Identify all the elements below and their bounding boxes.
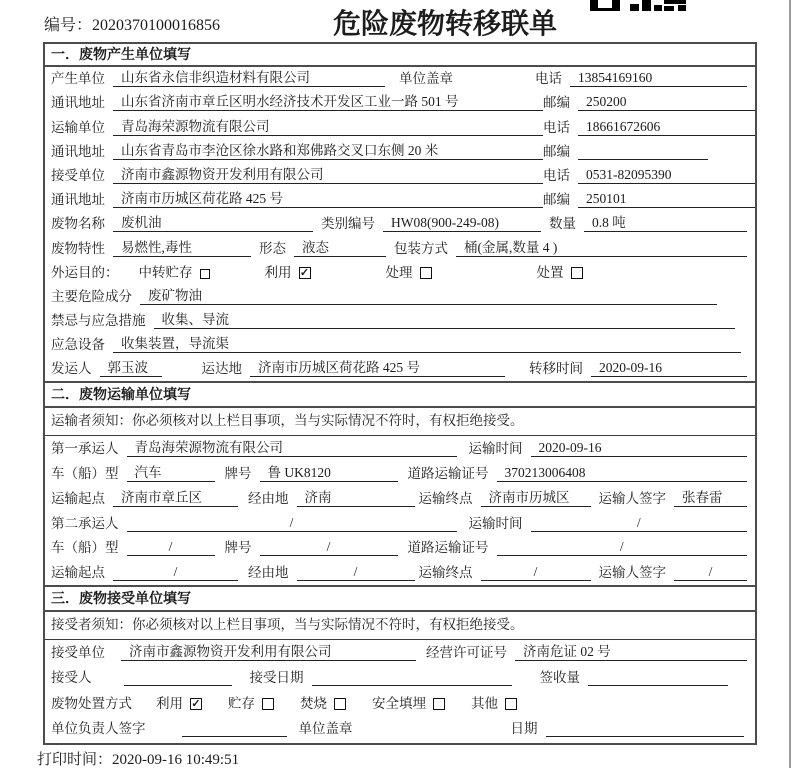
print-time-value: 2020-09-16 10:49:51 xyxy=(112,752,240,768)
unit-seal-label: 单位盖章 xyxy=(298,720,353,736)
option-label: 处置 xyxy=(536,264,564,280)
purpose-option-dispose xyxy=(537,261,583,281)
row-transporter-address xyxy=(45,140,755,164)
field-label: 运输起点 xyxy=(51,490,105,506)
carrier1-time-field: 2020-09-16 xyxy=(531,439,748,457)
vehicle1-plate-field: 鲁 UK8120 xyxy=(260,464,398,482)
checkbox-unchecked-icon xyxy=(571,267,583,279)
field-label: 主要危险成分 xyxy=(51,288,132,304)
date-label: 日期 xyxy=(510,720,538,736)
option-label: 处理 xyxy=(385,264,413,280)
vehicle1-cert-field: 370213006408 xyxy=(497,464,748,482)
carrier-sign-label: 运输人签字 xyxy=(598,490,666,506)
accept-unit-field: 济南市鑫源物资开发利用有限公司 xyxy=(121,643,416,661)
route2-via-field: / xyxy=(297,563,415,581)
field-label: 接受单位 xyxy=(51,167,105,183)
field-label: 产生单位 xyxy=(51,71,105,87)
row-waste-name xyxy=(45,212,755,236)
manifest-table xyxy=(43,42,757,745)
checkbox-checked-icon xyxy=(190,698,202,710)
plate-label: 牌号 xyxy=(224,540,252,556)
field-label: 接受单位 xyxy=(51,645,105,661)
row-vehicle2 xyxy=(45,536,755,561)
zip-label: 邮编 xyxy=(543,143,570,159)
section3-header: 三．废物接受单位填写 xyxy=(45,585,755,612)
responsible-signature-field xyxy=(182,719,287,737)
disposal-option-utilize xyxy=(156,692,202,712)
route2-start-field: / xyxy=(113,563,238,581)
checkbox-unchecked-icon xyxy=(200,269,210,279)
route1-sign-field: 张春雷 xyxy=(674,489,747,507)
transporter-zip-field xyxy=(578,142,708,160)
destination-field: 济南市历城区荷花路 425 号 xyxy=(250,359,505,377)
checkbox-unchecked-icon xyxy=(262,698,274,710)
field-label: 废物特性 xyxy=(51,240,105,256)
option-label: 利用 xyxy=(156,695,183,711)
transfer-time-field: 2020-09-16 xyxy=(591,359,747,377)
license-field: 济南危证 02 号 xyxy=(515,643,747,661)
carrier1-name-field: 青岛海荣源物流有限公司 xyxy=(127,439,457,457)
checkbox-unchecked-icon xyxy=(505,698,517,710)
field-label: 第二承运人 xyxy=(51,515,119,531)
signed-qty-field xyxy=(588,668,728,686)
producer-zip-field: 250200 xyxy=(578,93,755,111)
row-hazard-component xyxy=(45,285,755,309)
hazard-component-field: 废矿物油 xyxy=(140,287,717,305)
accept-date-field xyxy=(312,668,512,686)
packing-field: 桶(金属,数量 4 ) xyxy=(456,239,747,257)
disposal-option-incinerate xyxy=(300,692,346,712)
row-transfer-purpose xyxy=(45,261,755,285)
route2-sign-field: / xyxy=(674,563,747,581)
receiver-zip-field: 250101 xyxy=(578,190,755,208)
form-label: 形态 xyxy=(259,240,286,256)
producer-name-field: 山东省永信非织造材料有限公司 xyxy=(113,69,385,87)
option-label: 安全填埋 xyxy=(372,695,426,711)
option-label: 贮存 xyxy=(228,695,255,711)
emergency-equipment-field: 收集装置，导流渠 xyxy=(113,335,741,353)
row-route2 xyxy=(45,560,755,585)
route1-via-field: 济南 xyxy=(297,489,415,507)
row-vehicle1 xyxy=(45,461,755,486)
row-acceptor xyxy=(45,665,755,690)
carrier-sign-label: 运输人签字 xyxy=(598,565,666,581)
checkbox-unchecked-icon xyxy=(334,698,346,710)
quantity-field: 0.8 吨 xyxy=(584,214,747,232)
row-receiver-address xyxy=(45,188,755,212)
field-label: 应急设备 xyxy=(51,337,105,353)
row-route1 xyxy=(45,486,755,511)
via-label: 经由地 xyxy=(248,490,289,506)
via-label: 经由地 xyxy=(248,565,289,581)
category-code-label: 类别编号 xyxy=(321,216,375,232)
accept-date-label: 接受日期 xyxy=(249,670,304,686)
zip-label: 邮编 xyxy=(543,192,570,208)
end-label: 运输终点 xyxy=(418,490,473,506)
transport-time-label: 运输时间 xyxy=(468,515,523,531)
row-transporter xyxy=(45,115,755,139)
form-field: 液态 xyxy=(294,239,386,257)
waste-name-field: 废机油 xyxy=(113,214,313,232)
license-label: 经营许可证号 xyxy=(426,645,507,661)
disposal-option-landfill xyxy=(372,692,445,712)
row-carrier2 xyxy=(45,511,755,536)
checkbox-checked-icon xyxy=(299,267,311,279)
packing-label: 包装方式 xyxy=(394,240,448,256)
transfer-time-label: 转移时间 xyxy=(529,361,583,377)
option-label: 利用 xyxy=(264,264,292,280)
section2-notice: 运输者须知：你必须核对以上栏目事项，当与实际情况不符时，有权拒绝接受。 xyxy=(45,408,755,436)
end-label: 运输终点 xyxy=(418,565,473,581)
category-code-field: HW08(900-249-08) xyxy=(383,214,541,232)
road-cert-label: 道路运输证号 xyxy=(407,466,489,482)
vehicle2-cert-field: / xyxy=(497,538,748,556)
field-label: 通讯地址 xyxy=(51,95,105,111)
section2-header: 二．废物运输单位填写 xyxy=(45,381,755,408)
acceptor-field xyxy=(124,668,232,686)
checkbox-unchecked-icon xyxy=(433,698,445,710)
serial-label: 编号： xyxy=(44,17,93,34)
row-responsible-signature xyxy=(45,716,755,741)
page-edge-divider xyxy=(789,0,791,768)
transporter-phone-field: 18661672606 xyxy=(578,118,755,136)
carrier2-time-field: / xyxy=(531,514,748,532)
purpose-option-transfer-storage xyxy=(139,261,210,281)
dispatcher-field: 郭玉波 xyxy=(100,359,162,377)
row-producer xyxy=(45,67,755,91)
option-label: 焚烧 xyxy=(300,695,327,711)
print-time-label: 打印时间： xyxy=(37,752,113,768)
field-label: 接受人 xyxy=(51,670,92,686)
seal-label: 单位盖章 xyxy=(399,71,453,87)
destination-label: 运达地 xyxy=(201,361,242,377)
row-receiver xyxy=(45,164,755,188)
carrier2-name-field: / xyxy=(127,514,457,532)
quantity-label: 数量 xyxy=(549,216,576,232)
row-dispatch xyxy=(45,357,755,381)
producer-address-field: 山东省济南市章丘区明水经济技术开发区工业一路 501 号 xyxy=(113,93,543,111)
producer-phone-field: 13854169160 xyxy=(570,69,747,87)
emergency-measures-field: 收集、导流 xyxy=(154,311,736,329)
section3-notice: 接受者须知：你必须核对以上栏目事项，当与实际情况不符时，有权拒绝接受。 xyxy=(45,612,755,640)
disposal-option-other xyxy=(471,692,517,712)
disposal-option-store xyxy=(228,692,274,712)
serial-value: 2020370100016856 xyxy=(92,17,221,34)
option-label: 其他 xyxy=(471,695,498,711)
transport-time-label: 运输时间 xyxy=(468,441,523,457)
field-label: 运输起点 xyxy=(51,565,105,581)
vehicle2-plate-field: / xyxy=(260,538,398,556)
transporter-name-field: 青岛海荣源物流有限公司 xyxy=(113,118,543,136)
row-waste-traits xyxy=(45,236,755,260)
signed-qty-label: 签收量 xyxy=(539,670,580,686)
purpose-option-treat xyxy=(386,261,432,281)
field-label: 运输单位 xyxy=(51,119,105,135)
row-carrier1 xyxy=(45,436,755,461)
field-label: 通讯地址 xyxy=(51,192,105,208)
receiver-phone-field: 0531-82095390 xyxy=(578,166,755,184)
field-label: 第一承运人 xyxy=(51,441,119,457)
field-label: 废物名称 xyxy=(51,216,105,232)
field-label: 单位负责人签字 xyxy=(51,720,146,736)
row-disposal-method xyxy=(45,690,755,715)
date-field xyxy=(546,719,744,737)
route2-end-field: / xyxy=(481,563,591,581)
row-accept-unit xyxy=(45,640,755,665)
vehicle1-type-field: 汽车 xyxy=(127,464,215,482)
checkbox-unchecked-icon xyxy=(420,267,432,279)
serial-number xyxy=(44,12,220,35)
field-label: 车（船）型 xyxy=(51,540,119,556)
vehicle2-type-field: / xyxy=(127,538,215,556)
section1-header: 一．废物产生单位填写 xyxy=(45,44,755,67)
receiver-name-field: 济南市鑫源物资开发利用有限公司 xyxy=(113,166,543,184)
receiver-address-field: 济南市历城区荷花路 425 号 xyxy=(113,190,543,208)
route1-start-field: 济南市章丘区 xyxy=(113,489,238,507)
option-label: 中转贮存 xyxy=(138,264,193,280)
purpose-option-utilize xyxy=(265,261,311,281)
road-cert-label: 道路运输证号 xyxy=(407,540,489,556)
plate-label: 牌号 xyxy=(224,466,252,482)
page-title: 危险废物转移联单 xyxy=(333,9,558,40)
waste-traits-field: 易燃性,毒性 xyxy=(113,239,251,257)
row-emergency-measures xyxy=(45,309,755,333)
field-label: 车（船）型 xyxy=(51,466,119,482)
field-label: 外运目的： xyxy=(51,264,119,280)
qr-code-icon xyxy=(588,0,690,11)
transporter-address-field: 山东省青岛市李沧区徐水路和郑佛路交叉口东侧 20 米 xyxy=(113,142,543,160)
row-producer-address xyxy=(45,91,755,115)
route1-end-field: 济南市历城区 xyxy=(481,489,591,507)
print-time xyxy=(37,748,239,768)
field-label: 通讯地址 xyxy=(51,143,105,159)
phone-label: 电话 xyxy=(543,167,570,183)
row-emergency-equipment xyxy=(45,333,755,357)
field-label: 废物处置方式 xyxy=(51,695,132,711)
field-label: 发运人 xyxy=(51,361,92,377)
phone-label: 电话 xyxy=(543,119,570,135)
field-label: 禁忌与应急措施 xyxy=(51,313,146,329)
zip-label: 邮编 xyxy=(543,95,570,111)
phone-label: 电话 xyxy=(535,71,562,87)
